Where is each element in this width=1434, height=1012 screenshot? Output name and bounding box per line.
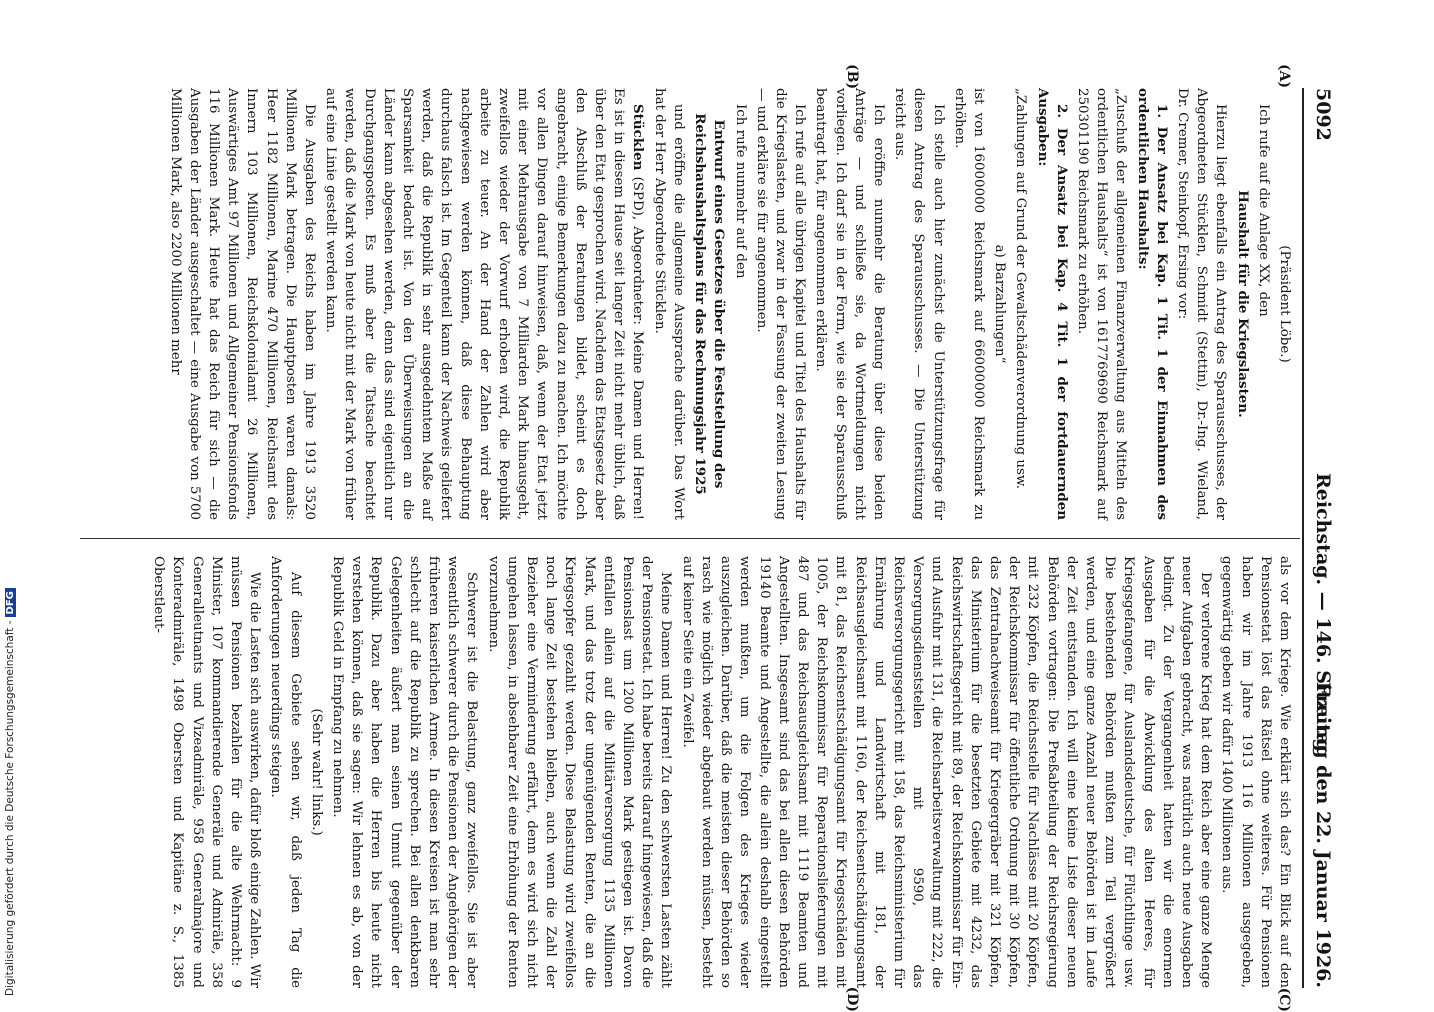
- dfg-logo: DFG: [5, 588, 16, 617]
- speech-text: (SPD), Abgeordneter: Meine Damen und Herren! Es ist in diesem Hause seit langer Zeit nicht mehr üblich, daß über den Etat gesprochen wird. Nachdem das Etatsgesetz aber den Abschluß der Beratungen bildet, scheint es doch angebracht, einige Bemerkungen dazu zu machen. Ich möchte vor allen Dingen darauf hinweisen, daß, wenn der Etat jetzt mit einer Mehrausgabe von 7 Milliarden Mark hinausgeht, zweifellos wieder der Vorwurf erhoben wird, die Republik arbeite zu teuer. An der Hand der Zahlen wird aber nachgewiesen werden können, daß diese Behauptung durchaus falsch ist. Im Gegenteil kann der Nachweis geliefert werden, daß die Republik in sehr ausgedehntem Maße auf Sparsamkeit bedacht ist. Von den Überweisungen an die Länder kann abgesehen werden, denn das sind eigentlich nur Durchgangsposten. Es muß aber die Tatsache beachtet werden, daß die Mark von heute nicht mit der Mark von früher auf eine Linie gestellt werden kann.: [323, 88, 646, 520]
- paragraph: Auf diesem Gebiete sehen wir, daß jeden Tag die Anforderungen neuerdings steigen.: [268, 556, 303, 988]
- paragraph: 1. Der Ansatz bei Kap. 1 Tit. 1 der Einnahmen des ordentlichen Haushalts:: [1134, 88, 1170, 520]
- margin-marker-c: (C): [1276, 987, 1292, 1012]
- speaker-name: Stücklen: [630, 104, 647, 171]
- paragraph: Meine Damen und Herren! Zu den schwersten Lasten zählt der Pensionsetat. Ich habe bereits darauf hingewiesen, daß die Pensionslast um 1200 Millionen Mark gestiegen ist. Davon entfallen allein auf die Militärversorgung 1135 Millionen Mark, und das trotz der ungenügenden Renten, die an die Kriegsopfer gezahlt werden. Diese Belastung wird zweifellos noch lange Zeit bestehen bleiben, auch wenn die Zahl der Bezieher eine Verminderung erfährt, denn es wird sich nicht umgehen lassen, in absehbarer Zeit eine Erhöhung der Renten vorzunehmen.: [485, 556, 674, 988]
- page-number: 5092: [1312, 88, 1334, 141]
- item-heading: Haushalt für die Kriegslasten.: [1234, 190, 1251, 418]
- paragraph: Ich rufe auf die Anlage XX, den: [1255, 104, 1271, 317]
- speech: [321, 88, 647, 520]
- right-column: [70, 556, 1294, 988]
- paragraph: Die Ausgaben des Reichs haben im Jahre 1913 3520 Millionen Mark betragen. Die Hauptposten waren damals: Heer 1182 Millionen, Marine 470 Millionen, Reichsamt des Innern 103 Millionen, Reichskolonialamt 26 Millionen, Auswärtiges Amt 97 Millionen und Allgemeiner Pensionsfonds 116 Millionen Mark. Heute hat das Reich für sich — die Ausgaben der Länder ausgeschaltet — eine Ausgabe von 5700 Millionen Mark, also 2200 Millionen mehr: [167, 88, 318, 520]
- rotated-page: [70, 64, 1340, 1012]
- digitization-credit: [4, 1, 24, 996]
- session-date: Freitag den 22. Januar 1926.: [1312, 681, 1334, 988]
- paragraph: und eröffne die allgemeine Aussprache darüber. Das Wort hat der Herr Abgeordnete Stücklen.: [651, 88, 686, 520]
- paragraph: Schwerer ist die Belastung, ganz zweifellos. Sie ist aber wesentlich schwerer durch die Pensionen der Angehörigen der früheren kaiserlichen Armee. In diesen Kreisen ist man sehr schlecht auf die Republik zu sprechen. Bei allen denkbaren Gelegenheiten äußert man seinen Unmut gegenüber der Republik. Dazu aber haben die Herren bis heute nicht verstehen können, daß sie sagen: Wir lehnen es ab, von der Republik Geld in Empfang zu nehmen.: [330, 556, 480, 988]
- column-divider: [80, 538, 1300, 539]
- margin-marker-a: (A): [1276, 64, 1292, 89]
- session-title: Reichstag. — 146. Sitzung.: [1312, 473, 1334, 759]
- paragraph: Ich stelle auch hier zunächst die Unterstützungsfrage für diesen Antrag des Sparausschusses. — Die Unterstützung reicht aus.: [892, 88, 946, 520]
- quotation: „Zuschuß der allgemeinen Finanzverwaltung aus Mitteln des ordentlichen Haushalts“ ist von 1617769690 Reichsmark auf 250301190 Reichsmark zu erhöhen.: [1074, 88, 1129, 520]
- paragraph: Ich rufe nunmehr auf den: [732, 104, 748, 279]
- header-rule: [1302, 88, 1304, 988]
- paragraph: ist von 16000000 Reichsmark auf 66000000 Reichsmark zu erhöhen.: [951, 88, 986, 520]
- paragraph: als vor dem Kriege. Wie erklärt sich das? Ein Blick auf den Pensionsetat löst das Rätsel ohne weiteres. Für Pensionen haben wir im Jahre 1913 116 Millionen ausgegeben, gegenwärtig geben wir dafür 1400 Millionen aus.: [1219, 556, 1292, 988]
- paragraph: Wie die Lasten sich auswirken, dafür bloß einige Zahlen. Wir müssen Pensionen bezahlen für die alte Wehrmacht: 9 Minister, 107 kommandierende Generäle und Admiräle, 358 Generalleutnants und Vizeadmiräle, 958 Generalmajore und Konteradmiräle, 1498 Obersten und Kapitäne z. S., 1385 Oberstleut-: [151, 556, 263, 988]
- item-heading: Entwurf eines Gesetzes über die Feststellung des Reichshaushaltsplans für das Rechnungsjahr 1925: [692, 113, 728, 495]
- paragraph: Ich eröffne nunmehr die Beratung über diese beiden Anträge — und schließe sie, da Wortmeldungen nicht vorliegen. Ich darf sie in der Form, wie sie der Sparausschuß beantragt hat, für angenommen erklären.: [813, 88, 886, 520]
- quotation: a) Barzahlungen“: [992, 244, 1008, 364]
- speaker-label: (Präsident Löbe.): [1277, 245, 1292, 363]
- paragraph: Hierzu liegt ebenfalls ein Antrag des Sparausschusses, der Abgeordneten Stücklen, Schmidt (Stettin), Dr.-Ing. Wieland, Dr. Cremer, Steinkopf, Ersing vor:: [1174, 88, 1229, 520]
- margin-marker-b: (B): [844, 64, 860, 90]
- paragraph: Der verlorene Krieg hat dem Reich aber eine ganze Menge neuer Aufgaben gebracht, was natürlich auch neue Ausgaben bedingt. Zu der Vergangenheit hatten wir die enormen Ausgaben für die Abwicklung des alten Heeres, für Kriegsgefangene, für Auslandsdeutsche, für Flüchtlinge usw. Die bestehenden Behörden mußten zum Teil vergrößert werden, und eine ganze Anzahl neuer Behörden ist im Laufe der Zeit entstanden. Ich will eine kleine Liste dieser neuen Behörden vortragen: Die Preßabteilung der Reichsregierung mit 232 Köpfen, die Reichsstelle für Nachlässe mit 20 Köpfen, der Reichskommissar für öffentliche Ordnung mit 30 Köpfen, das Zentralnachweiseamt für Kriegergräber mit 321 Köpfen, das Ministerium für die besetzten Gebiete mit 4232, das Reichswirtschaftsgericht mit 89, der Reichskommissar für Ein- und Ausfuhr mit 131, die Reichsarbeitsverwaltung mit 222, die Versorgungsdienststellen mit 9590, das Reichsversorgungsgericht mit 158, das Reichsministerium für Ernährung und Landwirtschaft mit 181, der Reichsausgleichsamt mit 1160, der Reichsentschädigungsamt mit 81, das Reichsentschädigungsamt für Kriegsschäden mit 1005, der Reichskommissar für Reparationslieferungen mit 487 und das Reichsausgleichsamt mit 1119 Beamten und Angestellten. Insgesamt sind das bei allen diesen Behörden 19140 Beamte und Angestellte, die allein deshalb eingestellt werden mußten, um die Folgen des Krieges wieder auszugleichen. Darüber, daß die meisten dieser Behörden so rasch wie möglich wieder abgebaut werden müssen, besteht auf keiner Seite ein Zweifel.: [679, 556, 1214, 988]
- credit-text: Digitalisierung gefördert durch die Deutsche Forschungsgemeinschaft -: [4, 620, 16, 996]
- paragraph: 2. Der Ansatz bei Kap. 4 Tit. 1 der fortdauernden Ausgaben:: [1034, 88, 1070, 520]
- quotation: „Zahlungen auf Grund der Gewaltschädenverordnung usw.: [1013, 88, 1029, 489]
- page-header: [1306, 88, 1340, 988]
- interjection: (Sehr wahr! links.): [308, 708, 324, 836]
- paragraph: Ich rufe auf alle übrigen Kapitel und Titel des Haushalts für die Kriegslasten, und zwar in der Fassung der zweiten Lesung — und erkläre sie für angenommen.: [753, 88, 808, 520]
- margin-marker-d: (D): [844, 986, 860, 1012]
- left-column: [70, 88, 1294, 520]
